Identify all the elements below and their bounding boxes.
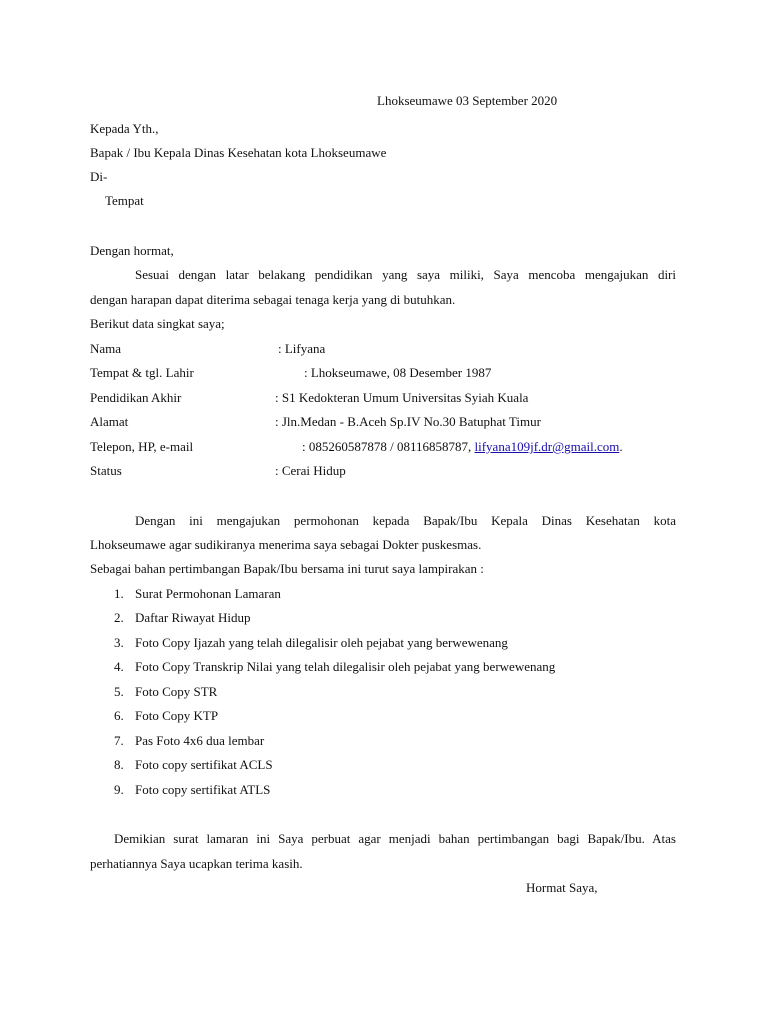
attachment-item: 2. Daftar Riwayat Hidup	[114, 610, 251, 625]
place-date: Lhokseumawe 03 September 2020	[377, 93, 558, 108]
phone-numbers: : 085260587878 / 08116858787,	[302, 439, 475, 454]
data-label-nama: Nama	[90, 341, 122, 356]
email-tail: .	[619, 439, 623, 454]
attachment-item: 7. Pas Foto 4x6 dua lembar	[114, 733, 265, 748]
data-heading: Berikut data singkat saya;	[90, 316, 225, 331]
attachment-item: 1. Surat Permohonan Lamaran	[114, 586, 281, 601]
data-label-status: Status	[90, 463, 122, 478]
attachment-item: 4. Foto Copy Transkrip Nilai yang telah dilegalisir oleh pejabat yang berwewenang	[114, 659, 556, 674]
closing-line-2: perhatiannya Saya ucapkan terima kasih.	[90, 856, 303, 871]
attachment-item: 8. Foto copy sertifikat ACLS	[114, 757, 273, 772]
greeting: Dengan hormat,	[90, 243, 174, 258]
data-value-alamat: : Jln.Medan - B.Aceh Sp.IV No.30 Batuphat Timur	[275, 414, 541, 429]
attachments-intro: Sebagai bahan pertimbangan Bapak/Ibu bersama ini turut saya lampirakan :	[90, 561, 484, 576]
data-label-alamat: Alamat	[90, 414, 129, 429]
intro-line-1: Sesuai dengan latar belakang pendidikan yang saya miliki, Saya mencoba mengajukan diri	[135, 267, 676, 282]
addressee-line-3: Di-	[90, 169, 108, 184]
request-line-1: Dengan ini mengajukan permohonan kepada Bapak/Ibu Kepala Dinas Kesehatan kota	[135, 513, 676, 528]
email-link[interactable]: lifyana109jf.dr@gmail.com	[474, 439, 620, 454]
data-value-ttl: : Lhokseumawe, 08 Desember 1987	[304, 365, 492, 380]
data-value-status: : Cerai Hidup	[275, 463, 346, 478]
data-label-kontak: Telepon, HP, e-mail	[90, 439, 194, 454]
addressee-line-1: Kepada Yth.,	[90, 121, 159, 136]
data-value-pendidikan: : S1 Kedokteran Umum Universitas Syiah Kuala	[275, 390, 529, 405]
addressee-line-2: Bapak / Ibu Kepala Dinas Kesehatan kota Lhokseumawe	[90, 145, 387, 160]
data-label-pendidikan: Pendidikan Akhir	[90, 390, 182, 405]
attachment-item: 6. Foto Copy KTP	[114, 708, 219, 723]
attachment-item: 9. Foto copy sertifikat ATLS	[114, 782, 271, 797]
data-label-ttl: Tempat & tgl. Lahir	[90, 365, 194, 380]
signoff: Hormat Saya,	[526, 880, 598, 895]
request-line-2: Lhokseumawe agar sudikiranya menerima saya sebagai Dokter puskesmas.	[90, 537, 482, 552]
data-value-nama: : Lifyana	[278, 341, 326, 356]
attachment-item: 5. Foto Copy STR	[114, 684, 218, 699]
intro-line-2: dengan harapan dapat diterima sebagai tenaga kerja yang di butuhkan.	[90, 292, 456, 307]
attachment-item: 3. Foto Copy Ijazah yang telah dilegalisir oleh pejabat yang berwewenang	[114, 635, 508, 650]
addressee-line-4: Tempat	[105, 193, 144, 208]
closing-line-1: Demikian surat lamaran ini Saya perbuat agar menjadi bahan pertimbangan bagi Bapak/Ibu. Atas	[114, 831, 676, 846]
data-value-kontak	[302, 438, 623, 456]
